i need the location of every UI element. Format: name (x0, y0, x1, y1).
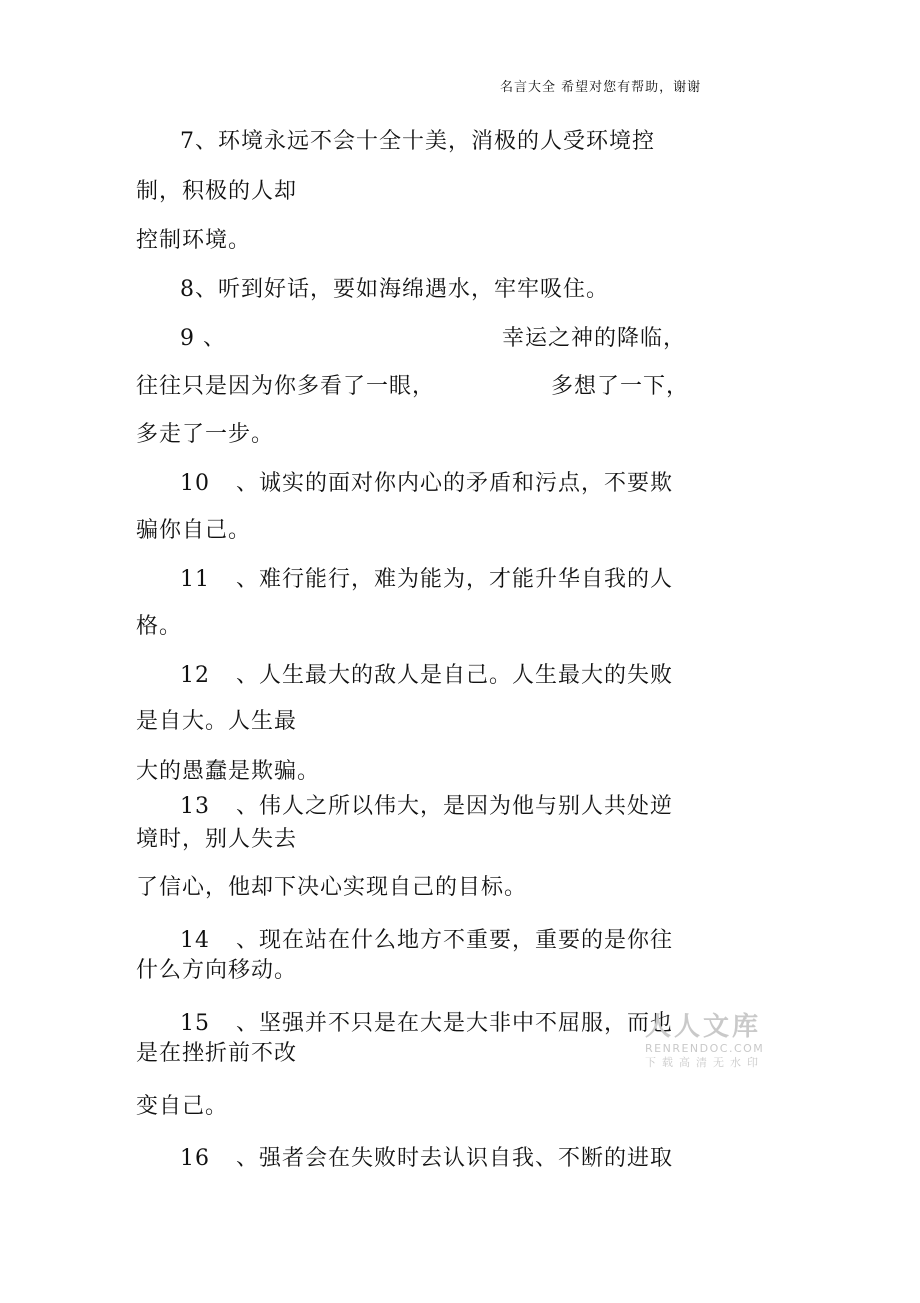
quote-7-line-2: 制，积极的人却 (136, 179, 298, 204)
quote-14-text-1: 、现在站在什么地方不重要，重要的是你往 (236, 928, 674, 953)
quote-13-text-1: 、伟人之所以伟大，是因为他与别人共处逆 (236, 794, 674, 819)
quote-13-line-2: 境时，别人失去 (136, 827, 298, 852)
quote-12-text-1: 、人生最大的敌人是自己。人生最大的失败 (236, 663, 674, 688)
quote-9-line-3: 多走了一步。 (136, 422, 275, 447)
watermark-title: 人人文库 (645, 1012, 762, 1042)
quote-14-line-2: 什么方向移动。 (136, 958, 298, 983)
quote-13-number: 13 (180, 794, 210, 819)
quote-13-line-3: 了信心，他却下决心实现自己的目标。 (136, 875, 528, 900)
quote-9-line-2b: 多想了一下， (551, 374, 690, 399)
quote-14-line-1 (180, 927, 673, 955)
quote-12-line-1 (180, 662, 673, 690)
quote-15-line-3: 变自己。 (136, 1094, 229, 1119)
quote-7-line-1: 7、环境永远不会十全十美，消极的人受环境控 (180, 129, 655, 154)
watermark-url: RENRENDOC.COM (645, 1042, 765, 1055)
quote-9-line-1: 幸运之神的降临， (502, 326, 687, 351)
quote-13-line-1 (180, 793, 673, 821)
quote-7-line-3: 控制环境。 (136, 228, 252, 253)
quote-9-line-2a: 往往只是因为你多看了一眼， (136, 374, 436, 399)
quote-12-line-3: 大的愚蠢是欺骗。 (136, 759, 321, 784)
quote-12-line-2: 是自大。人生最 (136, 709, 298, 734)
quote-16-text-1: 、强者会在失败时去认识自我、不断的进取 (236, 1146, 674, 1171)
quote-15-line-2: 是在挫折前不改 (136, 1041, 298, 1066)
quote-15-line-1 (180, 1010, 673, 1038)
quote-14-number: 14 (180, 928, 210, 953)
quote-8-line-1: 8、听到好话，要如海绵遇水，牢牢吸住。 (180, 277, 609, 302)
quote-10-number: 10 (180, 471, 210, 496)
quote-11-line-2: 格。 (136, 614, 183, 639)
quote-11-text-1: 、难行能行，难为能为，才能升华自我的人 (236, 567, 674, 592)
watermark-tagline: 下载高清无水印 (645, 1056, 764, 1069)
quote-16-number: 16 (180, 1146, 210, 1171)
quote-11-line-1 (180, 566, 673, 594)
quote-11-number: 11 (180, 567, 210, 592)
quote-10-line-1 (180, 470, 673, 498)
quote-12-number: 12 (180, 663, 210, 688)
watermark (645, 1012, 775, 1070)
quote-15-text-1: 、坚强并不只是在大是大非中不屈服，而也 (236, 1011, 674, 1036)
quote-9-number: 9 、 (180, 326, 226, 351)
quote-10-line-2: 骗你自己。 (136, 518, 252, 543)
page-header: 名言大全 希望对您有帮助，谢谢 (500, 80, 702, 95)
quote-15-number: 15 (180, 1011, 210, 1036)
quote-16-line-1 (180, 1145, 673, 1173)
quote-10-text-1: 、诚实的面对你内心的矛盾和污点，不要欺 (236, 471, 674, 496)
